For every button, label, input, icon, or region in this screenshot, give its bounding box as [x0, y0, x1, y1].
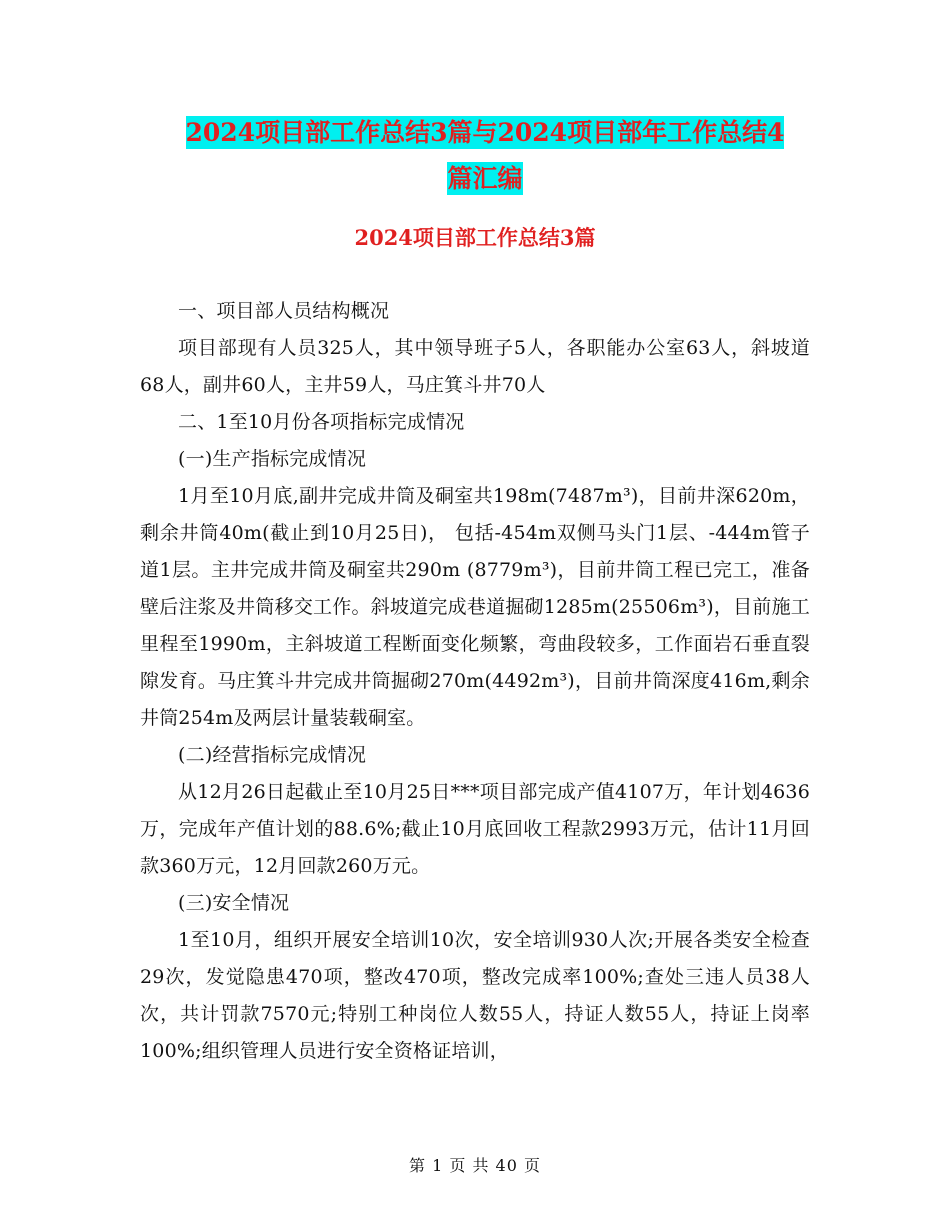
- paragraph: (一)生产指标完成情况: [178, 448, 367, 470]
- document-body: [140, 293, 810, 1070]
- page-footer: 第 1 页 共 40 页: [409, 1156, 541, 1175]
- paragraph: 一、项目部人员结构概况: [178, 300, 390, 322]
- paragraph: 从12月26日起截止至10月25日***项目部完成产值4107万，年计划4636万，完成年产值计划的88.6%;截止10月底回收工程款2993万元，估计11月回款360万元，12月回款260万元。: [140, 781, 810, 877]
- document-title: [140, 110, 830, 202]
- section-title: 2024项目部工作总结3篇: [354, 225, 596, 250]
- paragraph: 项目部现有人员325人，其中领导班子5人，各职能办公室63人，斜坡道68人，副井60人，主井59人，马庄箕斗井70人: [140, 337, 810, 396]
- paragraph: 1月至10月底,副井完成井筒及硐室共198m(7487m³)，目前井深620m，剩余井筒40m(截止到10月25日)， 包括-454m双侧马头门1层、-444m管子道1层。主井完成井筒及硐室共290m (8779m³)，目前井筒工程已完工，准备壁后注浆及井筒移交工作。斜坡道完成巷道掘砌1285m(25506m³)，目前施工里程至1990m，主斜坡道工程断面变化频繁，弯曲段较多，工作面岩石垂直裂隙发育。马庄箕斗井完成井筒掘砌270m(4492m³)，目前井筒深度416m,剩余井筒254m及两层计量装载硐室。: [140, 485, 810, 729]
- document-title-line1: 2024项目部工作总结3篇与2024项目部年工作总结4: [185, 118, 785, 147]
- document-title-line2: 篇汇编: [447, 164, 523, 193]
- paragraph: 1至10月，组织开展安全培训10次，安全培训930人次;开展各类安全检查29次，发觉隐患470项，整改470项，整改完成率100%;查处三违人员38人次，共计罚款7570元;特别工种岗位人数55人，持证人数55人，持证上岗率100%;组织管理人员进行安全资格证培训，: [140, 929, 810, 1062]
- paragraph: (三)安全情况: [178, 892, 290, 914]
- paragraph: 二、1至10月份各项指标完成情况: [178, 411, 465, 433]
- paragraph: (二)经营指标完成情况: [178, 744, 367, 766]
